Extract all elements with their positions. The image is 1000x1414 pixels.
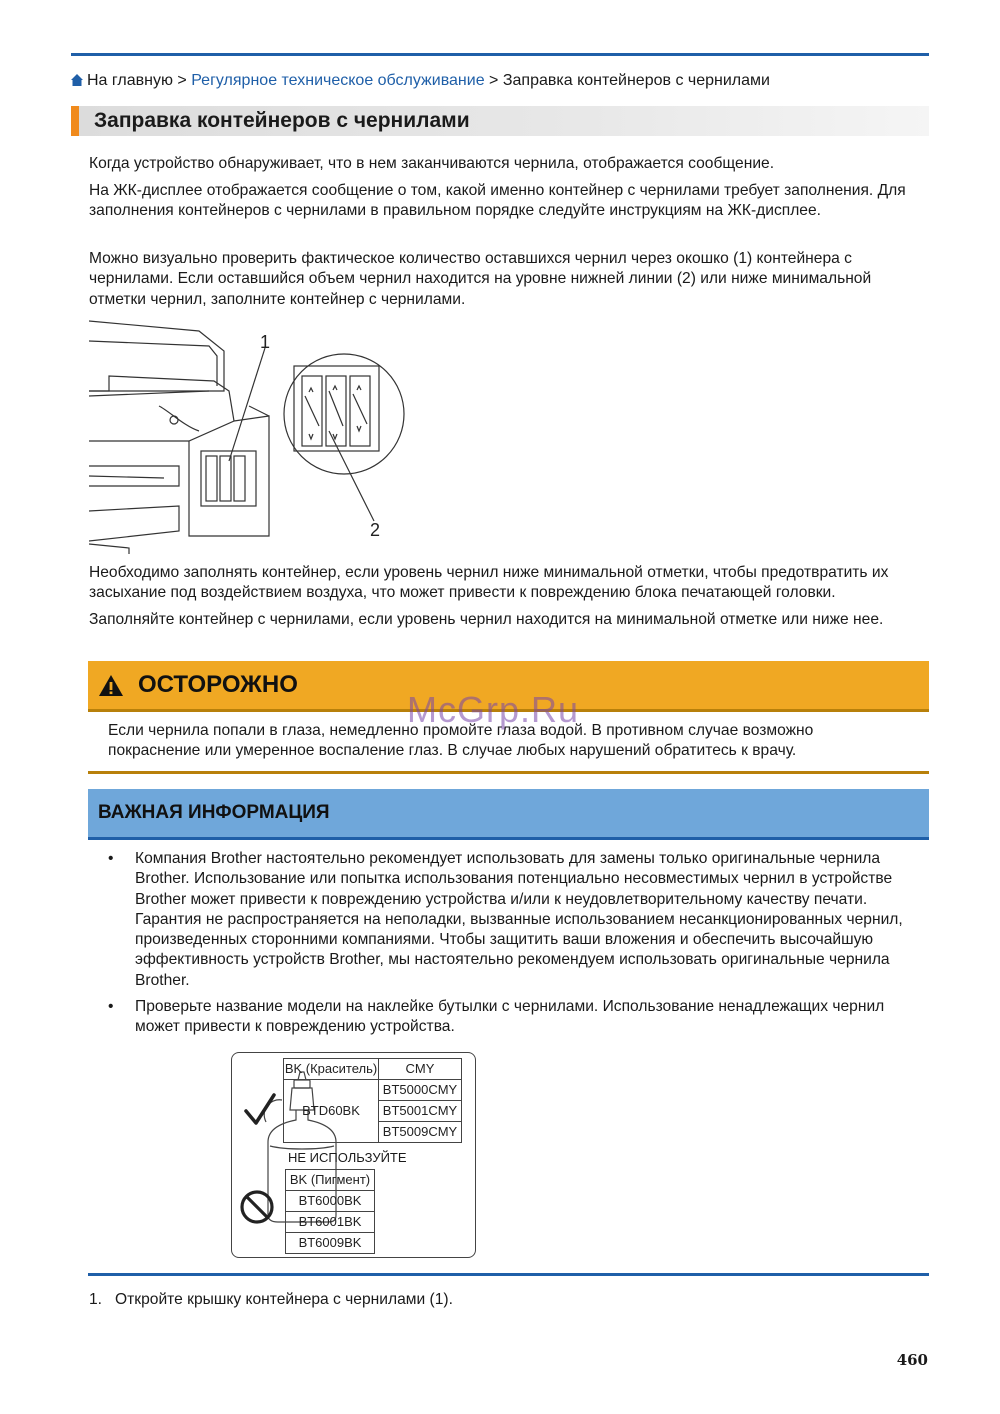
table-header-bk-pigment: BK (Пигмент) [286, 1170, 375, 1191]
table-cell-bk-model: BTD60BK [284, 1080, 379, 1143]
body-paragraph: Необходимо заполнять контейнер, если уровень чернил ниже минимальной отметки, чтобы предотвратить их засыхание под воздействием воздуха, что может привести к повреждению блока печатающей головки. [89, 564, 889, 602]
bullet-text: Проверьте название модели на наклейке бутылки с чернилами. Использование ненадлежащих чернил может привести к повреждению устройства. [135, 998, 885, 1036]
body-paragraph: Заполняйте контейнер с чернилами, если уровень чернил находится на минимальной отметке или ниже нее. [89, 611, 884, 628]
breadcrumb-section-link[interactable]: Регулярное техническое обслуживание [191, 72, 485, 89]
important-info-header [88, 789, 929, 840]
important-info-title: ВАЖНАЯ ИНФОРМАЦИЯ [98, 802, 330, 823]
step-text: Откройте крышку контейнера с чернилами (1). [115, 1291, 453, 1308]
table-cell-bk-model: BT6001BK [286, 1212, 375, 1233]
page-title: Заправка контейнеров с чернилами [94, 109, 470, 132]
table-cell-bk-model: BT6000BK [286, 1191, 375, 1212]
table-header-bk-dye: BK (Краситель) [284, 1059, 379, 1080]
table-cell-cmy-model: BT5000CMY [379, 1080, 462, 1101]
compatible-ink-table [283, 1058, 462, 1143]
caution-title: ОСТОРОЖНО [138, 671, 298, 698]
step-number: 1. [89, 1291, 103, 1308]
title-bar [71, 106, 929, 136]
caution-text: Если чернила попали в глаза, немедленно промойте глаза водой. В противном случае возможно покраснение или умеренное воспаление глаз. В случае любых нарушений обратитесь к врачу. [108, 722, 814, 760]
warning-icon [98, 674, 124, 697]
table-cell-cmy-model: BT5009CMY [379, 1122, 462, 1143]
intro-paragraph: Можно визуально проверить фактическое количество оставшихся чернил через окошко (1) контейнера с чернилами. Если оставшийся объем чернил находится на уровне нижней линии (2) или ниже минимальной отметки чернил, заполните контейнер с чернилами. [89, 250, 872, 308]
intro-paragraph: На ЖК-дисплее отображается сообщение о том, какой именно контейнер с чернилами требует заполнения. Для заполнения контейнеров с чернилами в правильном порядке следуйте инструкциям на ЖК-дисплее. [89, 182, 906, 220]
intro-paragraph: Когда устройство обнаруживает, что в нем заканчиваются чернила, отображается сообщение. [89, 155, 775, 172]
prohibited-icon [239, 1189, 275, 1225]
do-not-use-label: НЕ ИСПОЛЬЗУЙТЕ [288, 1150, 407, 1165]
breadcrumb-current: Заправка контейнеров с чернилами [502, 72, 770, 89]
bullet-text: Компания Brother настоятельно рекомендует использовать для замены только оригинальные чернила Brother. Использование или попытка использования потенциально несовместимых чернил в устройстве Brother может привести к повреждению устройства и/или к неудовлетворительному качеству печати. Гарантия не распространяется на неполадки, вызванные использованием несанкционированных чернил, произведенных сторонними компаниями. Чтобы защитить ваши вложения и обеспечить высочайшую эффективность устройств Brother, мы настоятельно рекомендуем использовать оригинальные чернила Brother. [135, 850, 903, 989]
breadcrumb-separator: > [489, 72, 499, 89]
table-cell-bk-model: BT6009BK [286, 1233, 375, 1254]
top-rule [71, 53, 929, 56]
callout-1: 1 [260, 332, 271, 352]
checkmark-icon [244, 1093, 276, 1127]
home-icon[interactable] [71, 74, 83, 86]
callout-2: 2 [370, 520, 381, 540]
breadcrumb [71, 71, 770, 91]
table-cell-cmy-model: BT5001CMY [379, 1101, 462, 1122]
printer-ink-tank-illustration [89, 316, 419, 556]
section-divider [88, 1273, 929, 1276]
bullet-marker: • [108, 850, 114, 867]
bullet-marker: • [108, 998, 114, 1015]
watermark: McGrp.Ru [407, 689, 580, 730]
caution-divider [88, 771, 929, 774]
breadcrumb-separator: > [177, 72, 187, 89]
step-item [89, 1290, 453, 1310]
incompatible-ink-table [285, 1169, 375, 1254]
title-accent [71, 106, 79, 136]
page-number: 460 [896, 1351, 928, 1369]
breadcrumb-home[interactable]: На главную [87, 72, 173, 89]
table-header-cmy: CMY [379, 1059, 462, 1080]
